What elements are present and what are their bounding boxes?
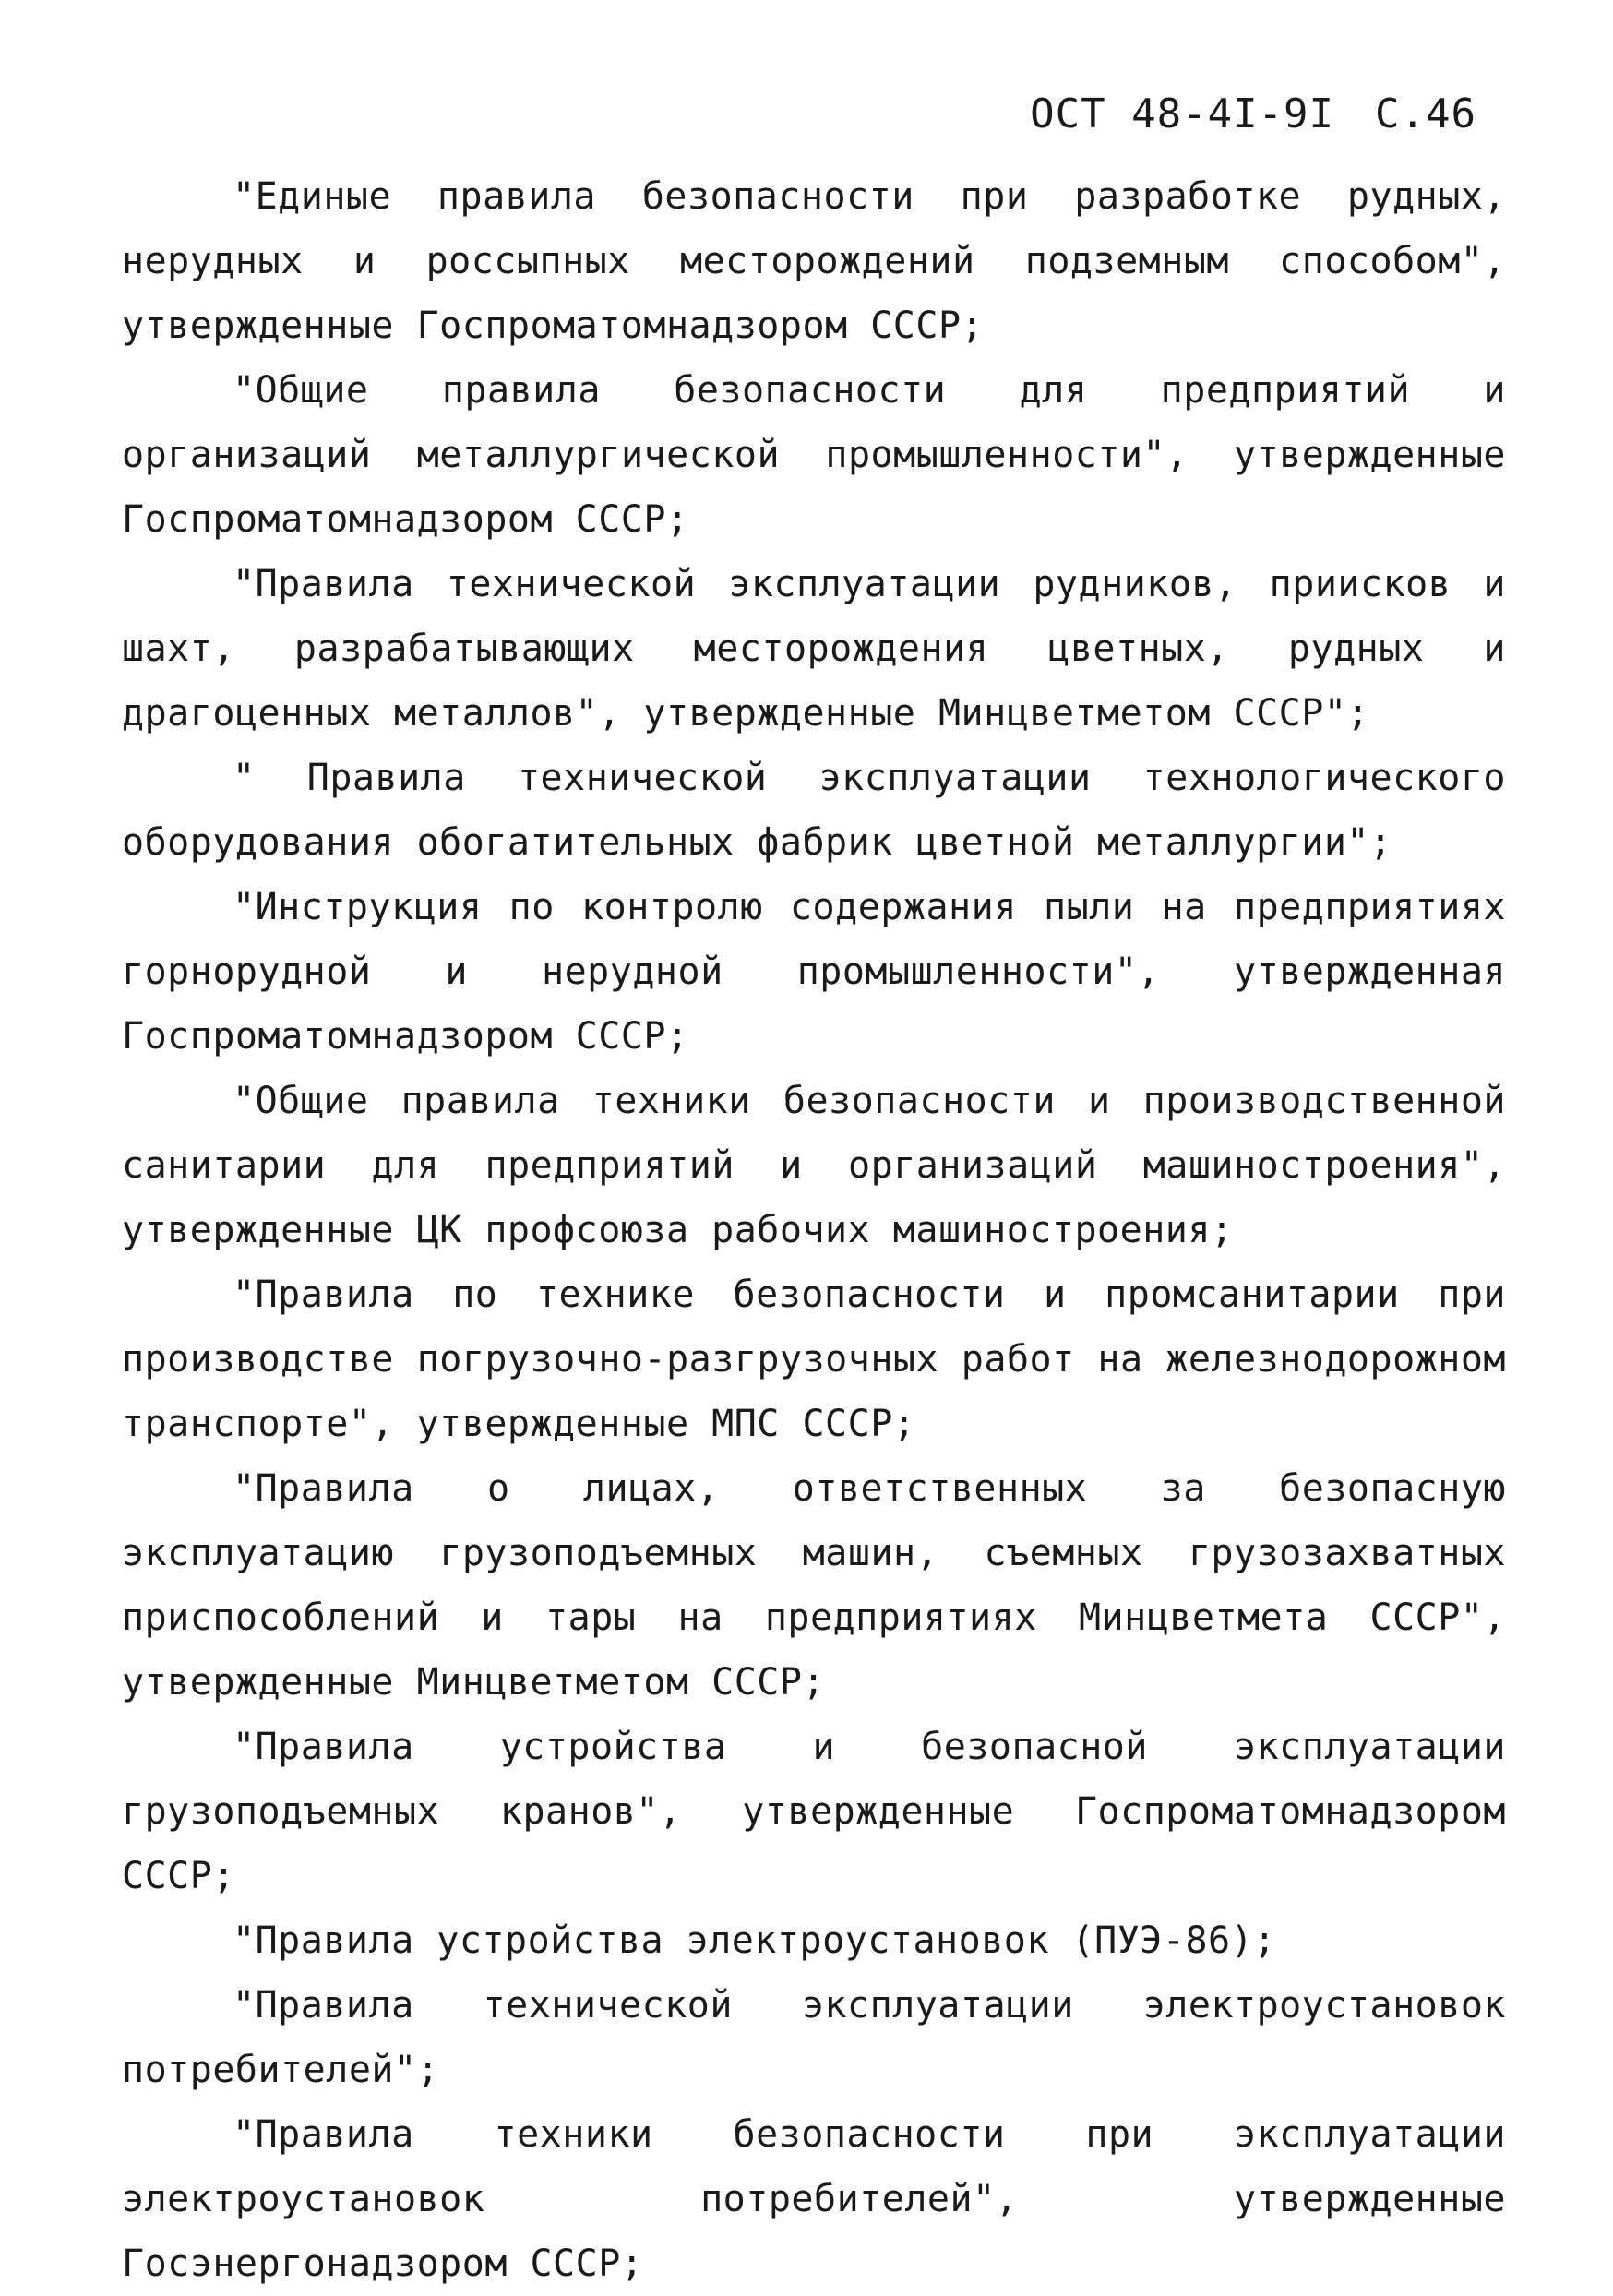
paragraph-7: "Правила по технике безопасности и промсанитарии при производстве погрузочно-разгрузочных работ на железнодорожном транспорте", утвержденные МПС СССР; (122, 1274, 1506, 1445)
paragraph-4: " Правила технической эксплуатации технологического оборудования обогатительных фабрик цветной металлургии"; (122, 757, 1506, 864)
page-header (1030, 90, 1476, 138)
paragraph-12: "Правила техники безопасности при эксплуатации электроустановок потребителей", утвержденные Госэнергонадзором СССР; (122, 2113, 1506, 2285)
document-code: ОСТ 48-4I-9I (1030, 90, 1335, 138)
paragraph-8: "Правила о лицах, ответственных за безопасную эксплуатацию грузоподъемных машин, съемных грузозахватных приспособлений и тары на предприятиях Минцветмета СССР", утвержденные Минцветметом СССР; (122, 1467, 1506, 1704)
document-body (122, 164, 1506, 2296)
paragraph-3: "Правила технической эксплуатации рудников, приисков и шахт, разрабатывающих месторождения цветных, рудных и драгоценных металлов", утвержденные Минцветметом СССР"; (122, 563, 1506, 735)
paragraph-9: "Правила устройства и безопасной эксплуатации грузоподъемных кранов", утвержденные Госпроматомнадзором СССР; (122, 1726, 1506, 1897)
paragraph-5: "Инструкция по контролю содержания пыли на предприятиях горнорудной и нерудной промышленности", утвержденная Госпроматомнадзором СССР; (122, 886, 1506, 1058)
paragraph-11: "Правила технической эксплуатации электроустановок потребителей"; (122, 1984, 1506, 2091)
page-number: С.46 (1375, 90, 1476, 138)
paragraph-6: "Общие правила техники безопасности и производственной санитарии для предприятий и организаций машиностроения", утвержденные ЦК профсоюза рабочих машиностроения; (122, 1080, 1506, 1251)
paragraph-10: "Правила устройства электроустановок (ПУЭ-86); (233, 1919, 1276, 1962)
paragraph-1: "Единые правила безопасности при разработке рудных, нерудных и россыпных месторождений подземным способом", утвержденные Госпроматомнадзором СССР; (122, 175, 1506, 347)
paragraph-2: "Общие правила безопасности для предприятий и организаций металлургической промышленности", утвержденные Госпроматомнадзором СССР; (122, 369, 1506, 541)
